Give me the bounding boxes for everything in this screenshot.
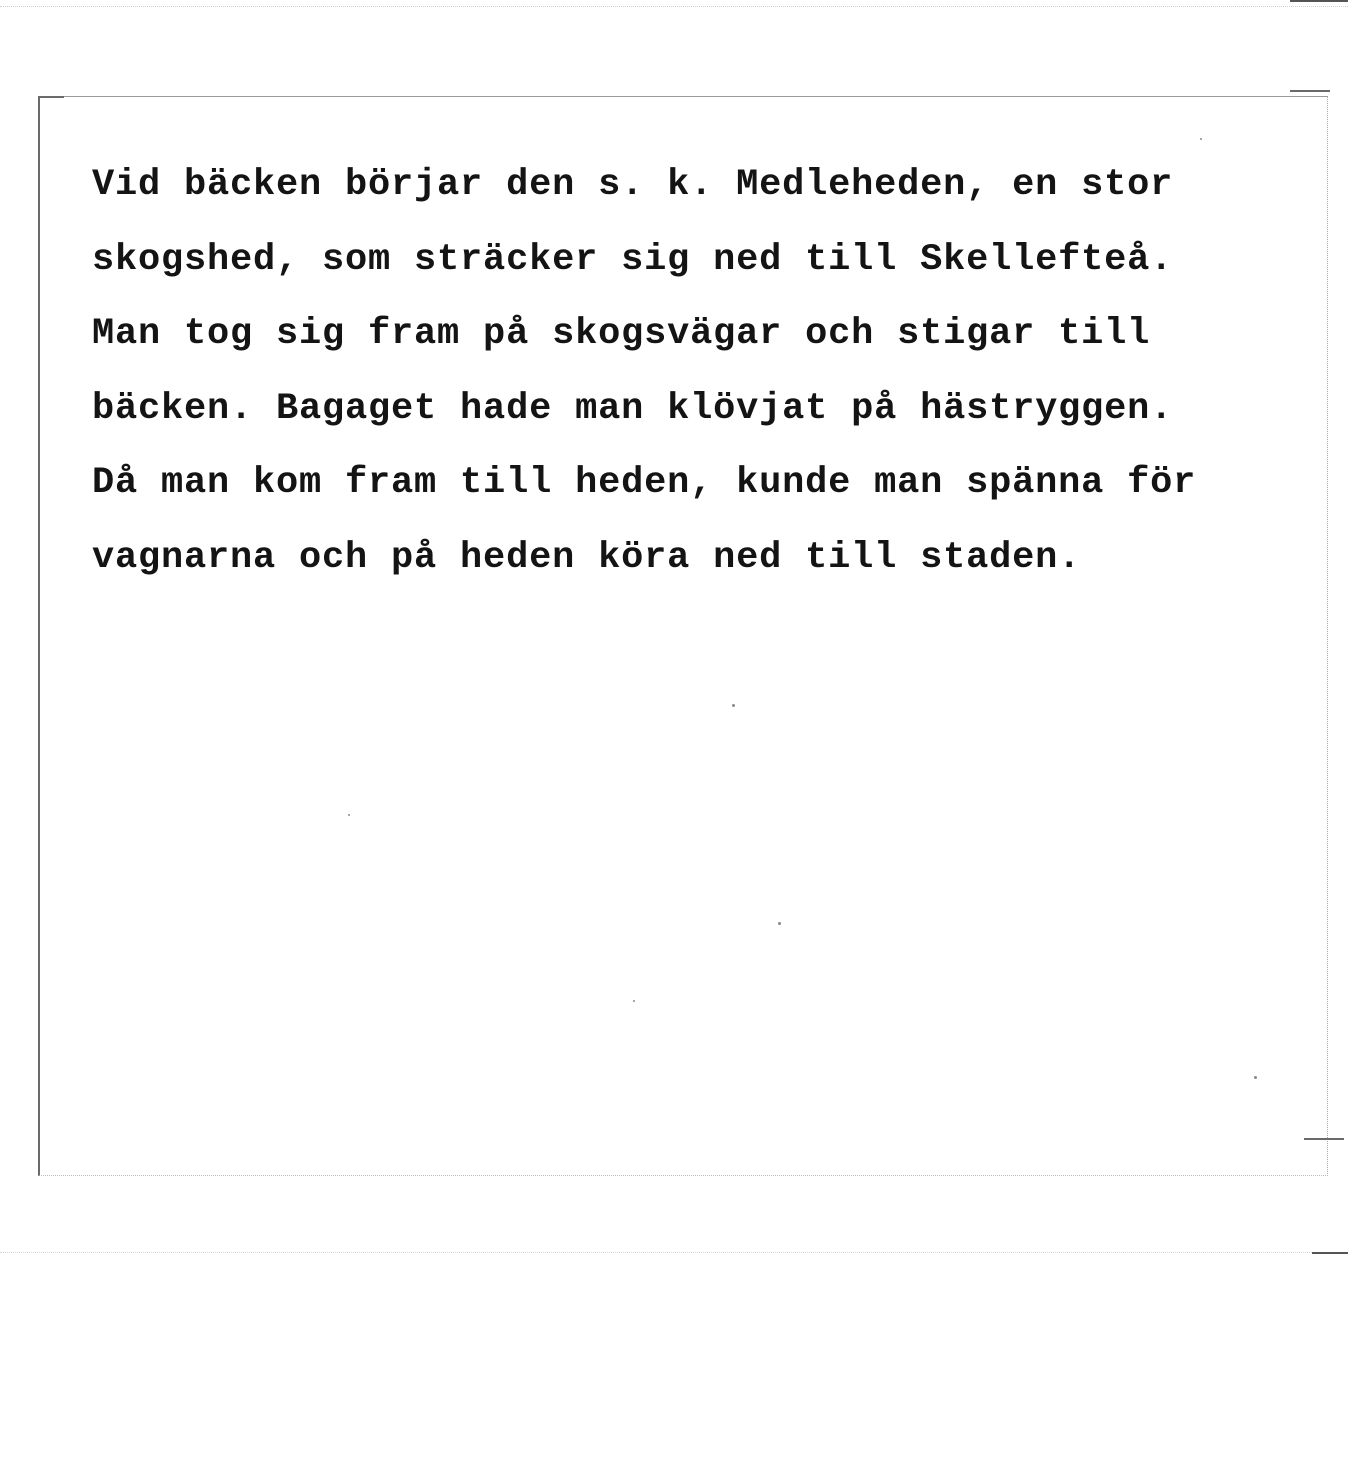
typed-text-block (92, 148, 1302, 595)
scan-corner-mark (1312, 1252, 1348, 1254)
card-corner-tick (1304, 1138, 1344, 1140)
text-line: Då man kom fram till heden, kunde man spänna för (92, 462, 1197, 504)
text-line: Vid bäcken börjar den s. k. Medleheden, en stor (92, 164, 1174, 206)
text-line: bäcken. Bagaget hade man klövjat på hästryggen. (92, 387, 1174, 430)
scan-speck (348, 814, 350, 816)
scan-edge-bottom (0, 1252, 1348, 1253)
text-line: Man tog sig fram på skogsvägar och stigar till (92, 313, 1151, 355)
scan-speck (1200, 138, 1202, 140)
scan-speck (778, 922, 781, 925)
text-line: skogshed, som sträcker sig ned till Skellefteå. (92, 238, 1174, 281)
card-corner-tick (38, 96, 64, 98)
text-line: vagnarna och på heden köra ned till staden. (92, 536, 1082, 579)
scan-corner-mark (1290, 0, 1348, 2)
scan-speck (732, 704, 735, 707)
scan-speck (633, 1000, 635, 1002)
scan-speck (1254, 1076, 1257, 1079)
scan-edge-top (0, 6, 1348, 7)
card-corner-tick (1290, 90, 1330, 92)
